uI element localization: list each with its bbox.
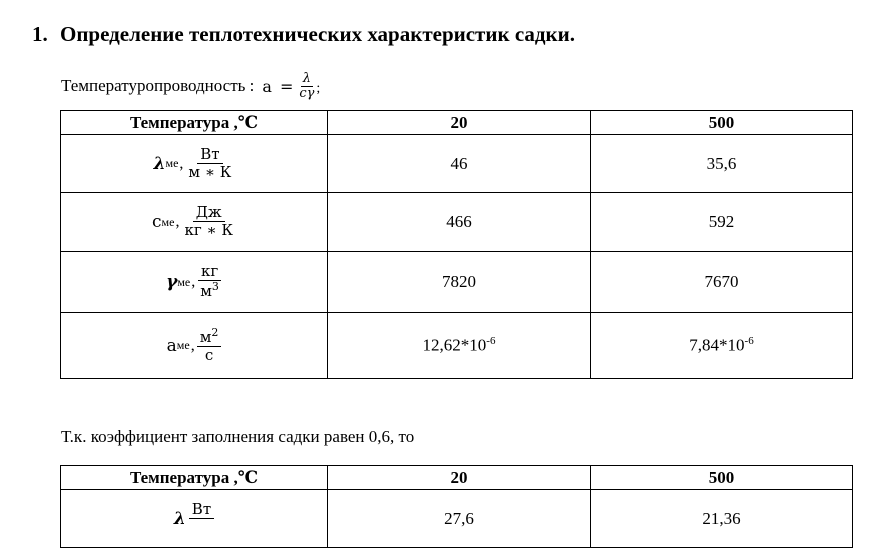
unit-denominator: с: [204, 346, 214, 365]
header-500: 500: [591, 111, 853, 135]
unit-num-base: м: [199, 328, 212, 347]
header-20: 20: [328, 111, 591, 135]
formula-lhs: a: [262, 76, 272, 96]
formula-numerator: λ: [302, 71, 311, 86]
param-symbol: λ: [153, 153, 166, 174]
param-subscript: ме: [177, 274, 191, 289]
value-mantissa: 7,84*10: [689, 335, 745, 355]
table-header-row: [61, 111, 853, 135]
unit-num-exponent: 2: [211, 326, 219, 340]
formula-denominator: cγ: [299, 85, 315, 101]
value-20: 27,6: [328, 490, 591, 548]
properties-table: [60, 110, 853, 379]
unit-den-base: м: [200, 282, 212, 301]
param-unit: [197, 264, 222, 299]
param-subscript: ме: [165, 156, 179, 170]
value-500: 592: [591, 193, 853, 252]
value-20: 7820: [328, 252, 591, 313]
param-cell: c ме , $\frac{Дж}{кг ∗ К}$: [61, 193, 328, 252]
value-500: [591, 313, 853, 379]
formula-fraction: [297, 72, 316, 101]
param-symbol: c: [151, 212, 162, 232]
value-20: 46: [328, 135, 591, 193]
unit-denominator: м ∗ К: [188, 162, 232, 181]
value-20: 466: [328, 193, 591, 252]
unit-numerator: Дж: [193, 205, 225, 222]
param-unit: [189, 499, 214, 535]
unit-numerator: Вт: [189, 502, 214, 519]
param-cell: γ ме , $\frac{кг}{м^3}$: [61, 252, 328, 313]
adjusted-properties-table: [60, 465, 853, 548]
unit-denominator: [197, 281, 222, 300]
header-500: 500: [591, 466, 853, 490]
value-exponent: -6: [486, 335, 496, 348]
unit-numerator: Вт: [197, 147, 222, 164]
table-row-diffusivity: [61, 313, 853, 379]
param-unit: [181, 205, 236, 238]
value-500: 21,36: [591, 490, 853, 548]
formula-label: Температуропроводность :: [61, 76, 255, 96]
param-cell: a ме , $\frac{м^2}{с}$: [61, 313, 328, 379]
section-heading: [32, 22, 575, 47]
formula-equals: =: [279, 76, 294, 96]
param-subscript: ме: [176, 338, 190, 352]
param-unit: [197, 327, 222, 363]
unit-den-exponent: 3: [211, 280, 219, 294]
unit-denominator: кг ∗ К: [184, 221, 234, 240]
table-row-heat-capacity: [61, 193, 853, 252]
value-500: 7670: [591, 252, 853, 313]
unit-numerator: кг: [198, 264, 221, 281]
unit-numerator: [197, 327, 222, 347]
table-row-conductivity: [61, 490, 853, 548]
param-symbol: a: [166, 335, 177, 356]
param-subscript: ме: [161, 214, 175, 229]
unit-denominator: [196, 519, 207, 536]
table-row-density: [61, 252, 853, 313]
param-cell: [61, 490, 328, 548]
header-temperature: Температура ,℃: [61, 111, 328, 135]
param-symbol: λ: [173, 508, 186, 529]
diffusivity-formula: [61, 72, 320, 101]
formula-tail: ;: [316, 81, 321, 97]
fill-factor-note: Т.к. коэффициент заполнения садки равен 0,6, то: [61, 427, 415, 446]
table-header-row: [61, 466, 853, 490]
param-cell: λ ме , $\frac{Вт}{м ∗ К}$: [61, 135, 328, 193]
section-title: Определение теплотехнических характеристик садки.: [60, 22, 575, 46]
param-unit: [185, 144, 234, 181]
header-temperature: Температура ,℃: [61, 466, 328, 490]
table-row-conductivity: [61, 135, 853, 193]
value-exponent: -6: [744, 335, 754, 348]
value-mantissa: 12,62*10: [422, 335, 487, 355]
header-20: 20: [328, 466, 591, 490]
param-symbol: γ: [166, 272, 178, 292]
section-number: 1.: [32, 22, 48, 46]
value-500: 35,6: [591, 135, 853, 193]
value-20: [328, 313, 591, 379]
